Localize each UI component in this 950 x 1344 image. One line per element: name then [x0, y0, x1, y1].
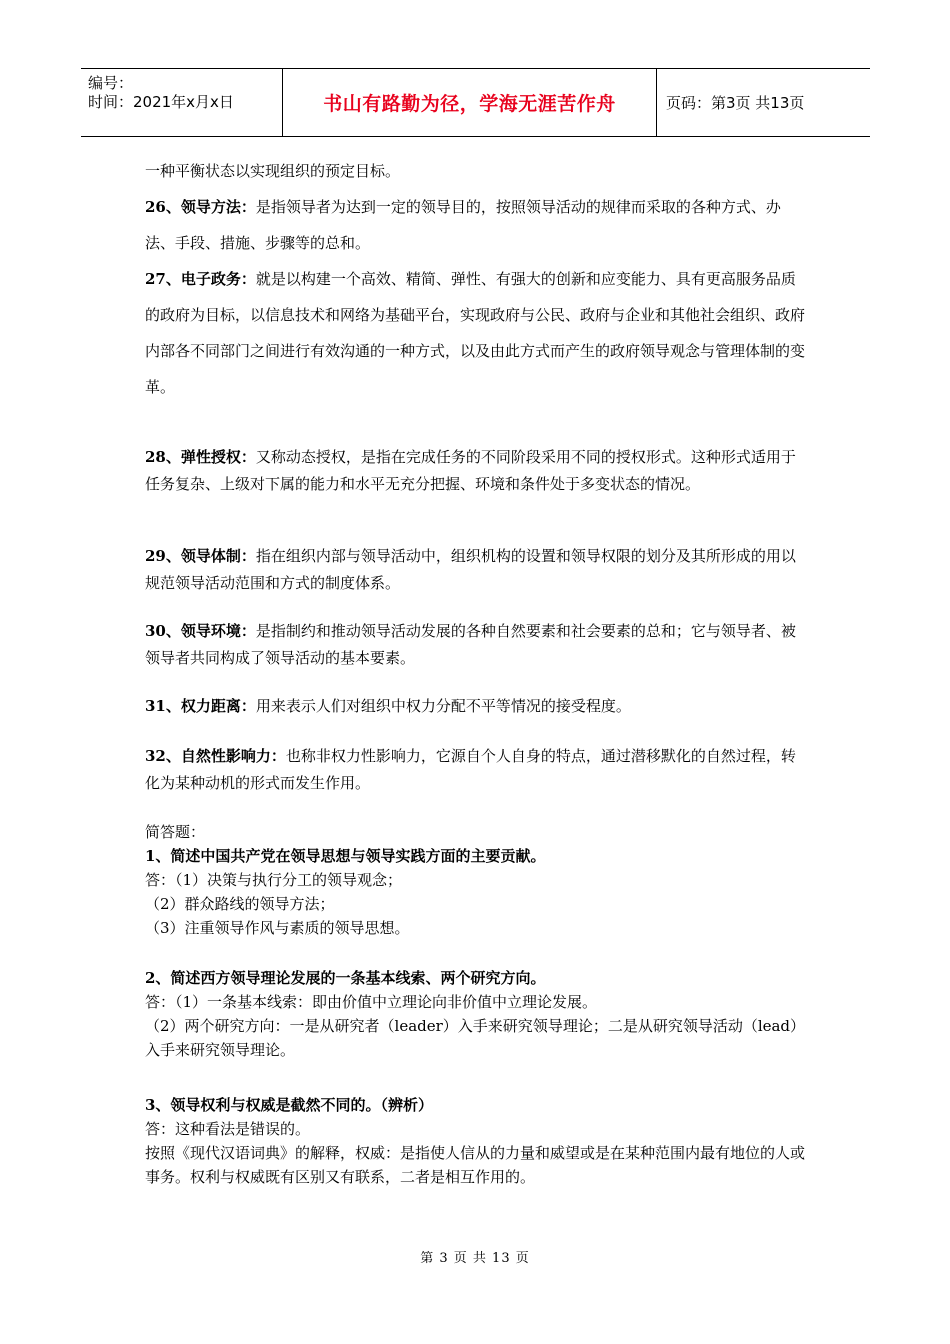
- definition-28: [145, 444, 810, 498]
- term-label: 30、领导环境：: [145, 622, 256, 640]
- header-motto-cell: [283, 69, 657, 136]
- definition-text: 是指制约和推动领导活动发展的各种自然要素和社会要素的总和；它与领导者、被领导者共同构成了领导活动的基本要素。: [145, 622, 796, 667]
- term-label: 28、弹性授权：: [145, 448, 256, 466]
- definition-32: [145, 743, 810, 797]
- question-2-answer-line: 答：（1）一条基本线索：即由价值中立理论向非价值中立理论发展。: [145, 993, 598, 1011]
- document-time-label: 时间：2021年x月x日: [88, 93, 234, 111]
- header-motto: 书山有路勤为径，学海无涯苦作舟: [323, 93, 616, 115]
- definition-30: [145, 618, 810, 672]
- header-page-code: 页码：第3页 共13页: [666, 94, 805, 112]
- paragraph-text: 一种平衡状态以实现组织的预定目标。: [145, 162, 401, 180]
- question-2-answer-line: （2）两个研究方向：一是从研究者（leader）入手来研究领导理论；二是从研究领导活动（lead）入手来研究领导理论。: [145, 1017, 806, 1059]
- definition-31: [145, 693, 810, 720]
- question-3-answer-line: 答：这种看法是错误的。: [145, 1120, 311, 1138]
- section-title: 简答题：: [145, 823, 206, 841]
- question-3-answer-line: 按照《现代汉语词典》的解释，权威：是指使人信从的力量和威望或是在某种范围内最有地位的人或事务。权利与权威既有区别又有联系，二者是相互作用的。: [145, 1144, 806, 1186]
- definition-26: [145, 189, 810, 261]
- definition-text: 是指领导者为达到一定的领导目的，按照领导活动的规律而采取的各种方式、办法、手段、措施、步骤等的总和。: [145, 198, 781, 252]
- header-info-cell: [81, 69, 283, 136]
- term-label: 26、领导方法：: [145, 198, 256, 216]
- question-2: [145, 966, 810, 1062]
- question-1-answer-line: （3）注重领导作风与素质的领导思想。: [145, 919, 410, 937]
- header-table: [81, 68, 870, 137]
- question-1-title: 1、简述中国共产党在领导思想与领导实践方面的主要贡献。: [145, 847, 546, 865]
- document-number-label: 编号：: [88, 74, 134, 92]
- definition-text: 就是以构建一个高效、精简、弹性、有强大的创新和应变能力、具有更高服务品质的政府为目标，以信息技术和网络为基础平台，实现政府与公民、政府与企业和其他社会组织、政府内部各不同部门之间进行有效沟通的一种方式，以及由此方式而产生的政府领导观念与管理体制的变革。: [145, 270, 806, 396]
- question-3: [145, 1093, 810, 1189]
- definition-text: 又称动态授权，是指在完成任务的不同阶段采用不同的授权形式。这种形式适用于任务复杂、上级对下属的能力和水平无充分把握、环境和条件处于多变状态的情况。: [145, 448, 796, 493]
- term-label: 31、权力距离：: [145, 697, 256, 715]
- term-label: 27、电子政务：: [145, 270, 256, 288]
- term-label: 29、领导体制：: [145, 547, 256, 565]
- term-label: 32、自然性影响力：: [145, 747, 286, 765]
- question-1-answer-line: （2）群众路线的领导方法；: [145, 895, 335, 913]
- definition-29: [145, 543, 810, 597]
- definition-text: 用来表示人们对组织中权力分配不平等情况的接受程度。: [255, 697, 631, 715]
- definition-27: [145, 261, 810, 405]
- paragraph-continuation: [145, 153, 810, 189]
- question-2-title: 2、简述西方领导理论发展的一条基本线索、两个研究方向。: [145, 969, 546, 987]
- short-answer-section: [145, 820, 810, 940]
- definition-text: 也称非权力性影响力，它源自个人自身的特点，通过潜移默化的自然过程，转化为某种动机的形式而发生作用。: [145, 747, 796, 792]
- question-3-title: 3、领导权利与权威是截然不同的。（辨析）: [145, 1096, 433, 1114]
- page-footer: 第 3 页 共 13 页: [420, 1251, 530, 1266]
- question-1-answer-line: 答：（1）决策与执行分工的领导观念；: [145, 871, 403, 889]
- definition-text: 指在组织内部与领导活动中，组织机构的设置和领导权限的划分及其所形成的用以规范领导活动范围和方式的制度体系。: [145, 547, 796, 592]
